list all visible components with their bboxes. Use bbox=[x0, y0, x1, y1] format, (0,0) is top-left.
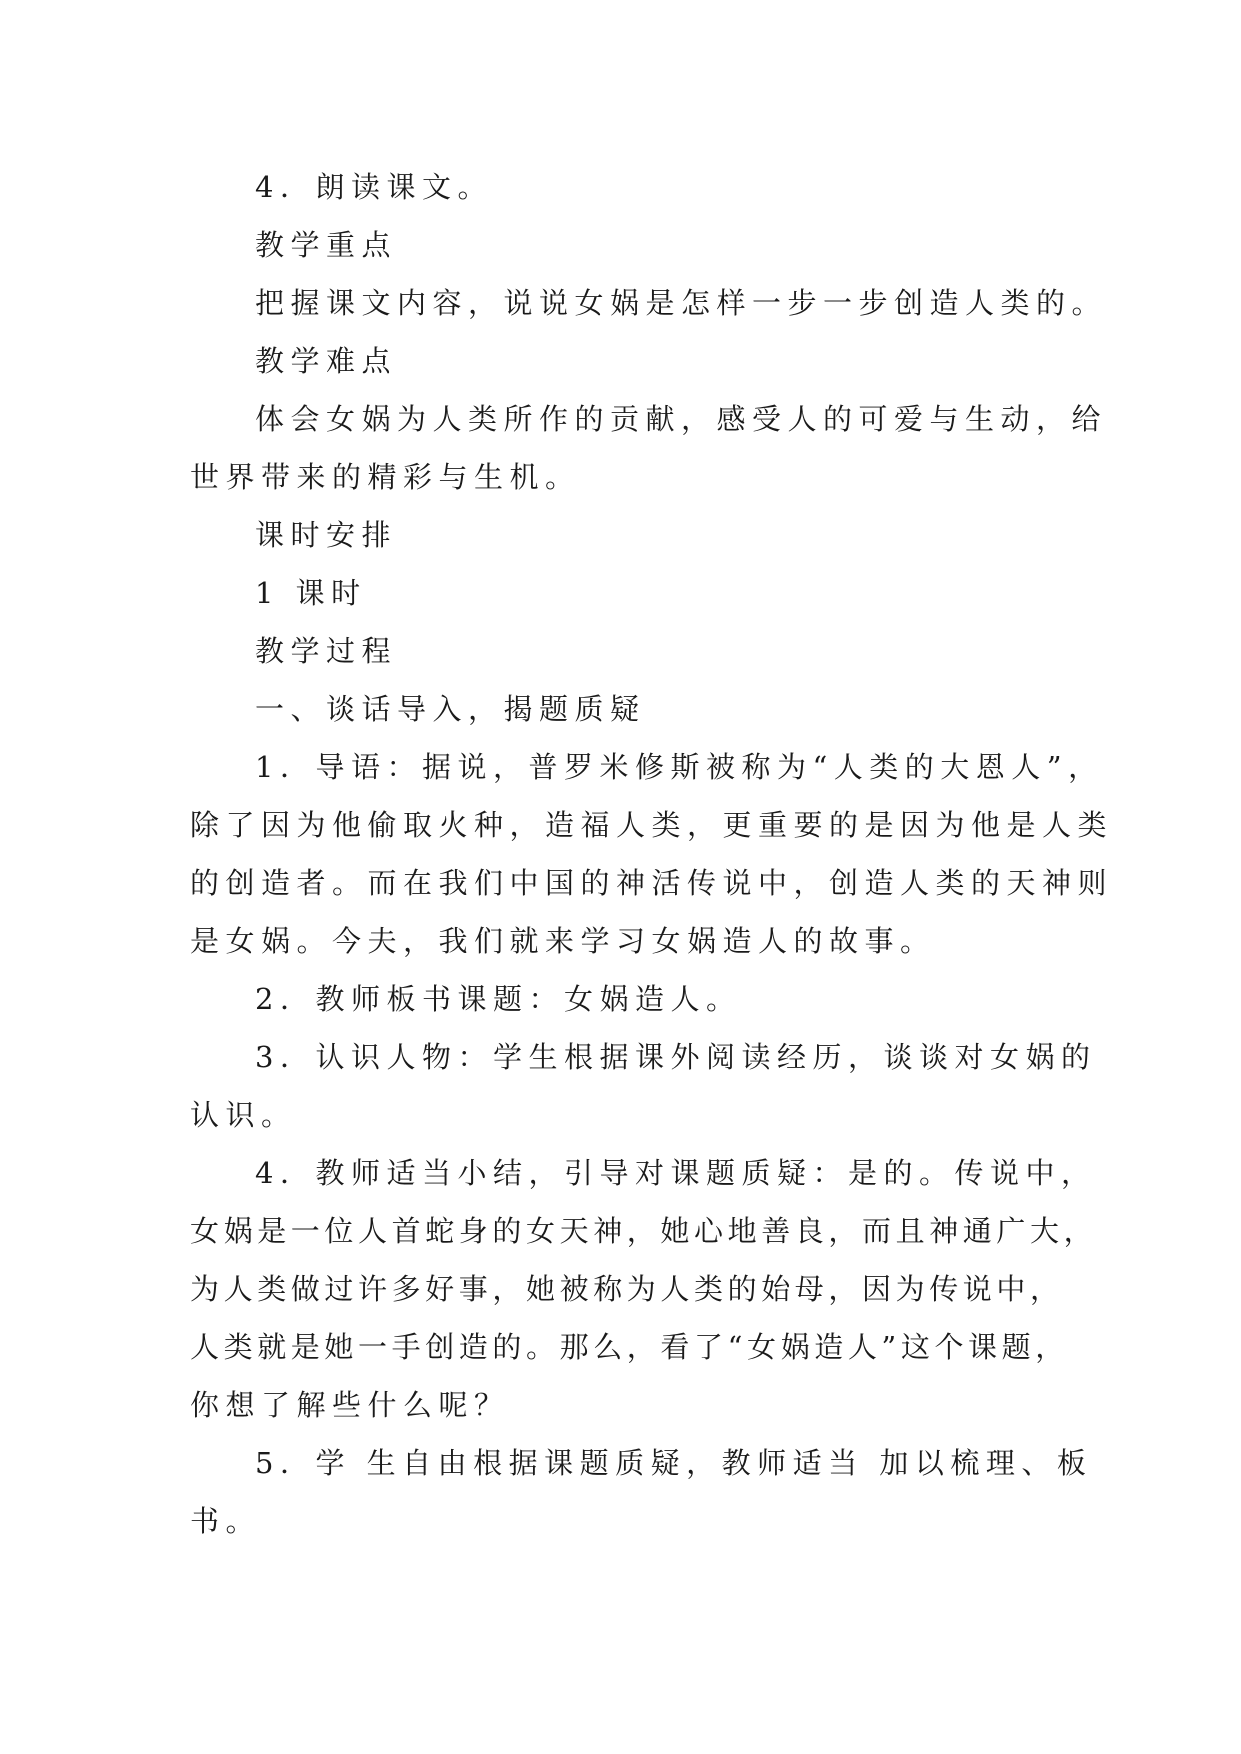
heading-teaching-focus: 教学重点 bbox=[255, 228, 398, 262]
item-5-line-1: 5．学 生自由根据课题质疑，教师适当 加以梳理、板 bbox=[255, 1446, 1093, 1480]
step-4-read-text: 4．朗读课文。 bbox=[255, 170, 493, 204]
heading-schedule: 课时安排 bbox=[255, 518, 398, 552]
item-1-line-4: 是女娲。今夫，我们就来学习女娲造人的故事。 bbox=[190, 924, 936, 958]
item-4-line-5: 你想了解些什么呢？ bbox=[190, 1388, 510, 1422]
item-4-line-3: 为人类做过许多好事，她被称为人类的始母，因为传说中， bbox=[190, 1272, 1064, 1306]
item-4-line-2: 女娲是一位人首蛇身的女天神，她心地善良，而且神通广大， bbox=[190, 1214, 1098, 1248]
item-3-line-2: 认识。 bbox=[190, 1098, 297, 1132]
teaching-focus-text: 把握课文内容，说说女娲是怎样一步一步创造人类的。 bbox=[255, 286, 1108, 320]
section-1-heading: 一、谈话导入，揭题质疑 bbox=[255, 692, 646, 726]
item-5-line-2: 书。 bbox=[190, 1504, 262, 1538]
heading-teaching-difficulty: 教学难点 bbox=[255, 344, 398, 378]
teaching-difficulty-text-line-1: 体会女娲为人类所作的贡献，感受人的可爱与生动，给 bbox=[255, 402, 1108, 436]
teaching-difficulty-text-line-2: 世界带来的精彩与生机。 bbox=[190, 460, 581, 494]
item-1-line-2: 除了因为他偷取火种，造福人类，更重要的是因为他是人类 bbox=[190, 808, 1114, 842]
item-4-line-4: 人类就是她一手创造的。那么，看了“女娲造人”这个课题， bbox=[190, 1330, 1069, 1364]
item-1-line-1: 1．导语：据说，普罗米修斯被称为“人类的大恩人”， bbox=[255, 750, 1104, 784]
item-4-line-1: 4．教师适当小结，引导对课题质疑：是的。传说中， bbox=[255, 1156, 1097, 1190]
heading-teaching-process: 教学过程 bbox=[255, 634, 398, 668]
item-1-line-3: 的创造者。而在我们中国的神活传说中，创造人类的天神则 bbox=[190, 866, 1114, 900]
item-3-line-1: 3．认识人物：学生根据课外阅读经历，谈谈对女娲的 bbox=[255, 1040, 1097, 1074]
schedule-text: 1 课时 bbox=[255, 576, 367, 610]
item-2: 2．教师板书课题：女娲造人。 bbox=[255, 982, 742, 1016]
